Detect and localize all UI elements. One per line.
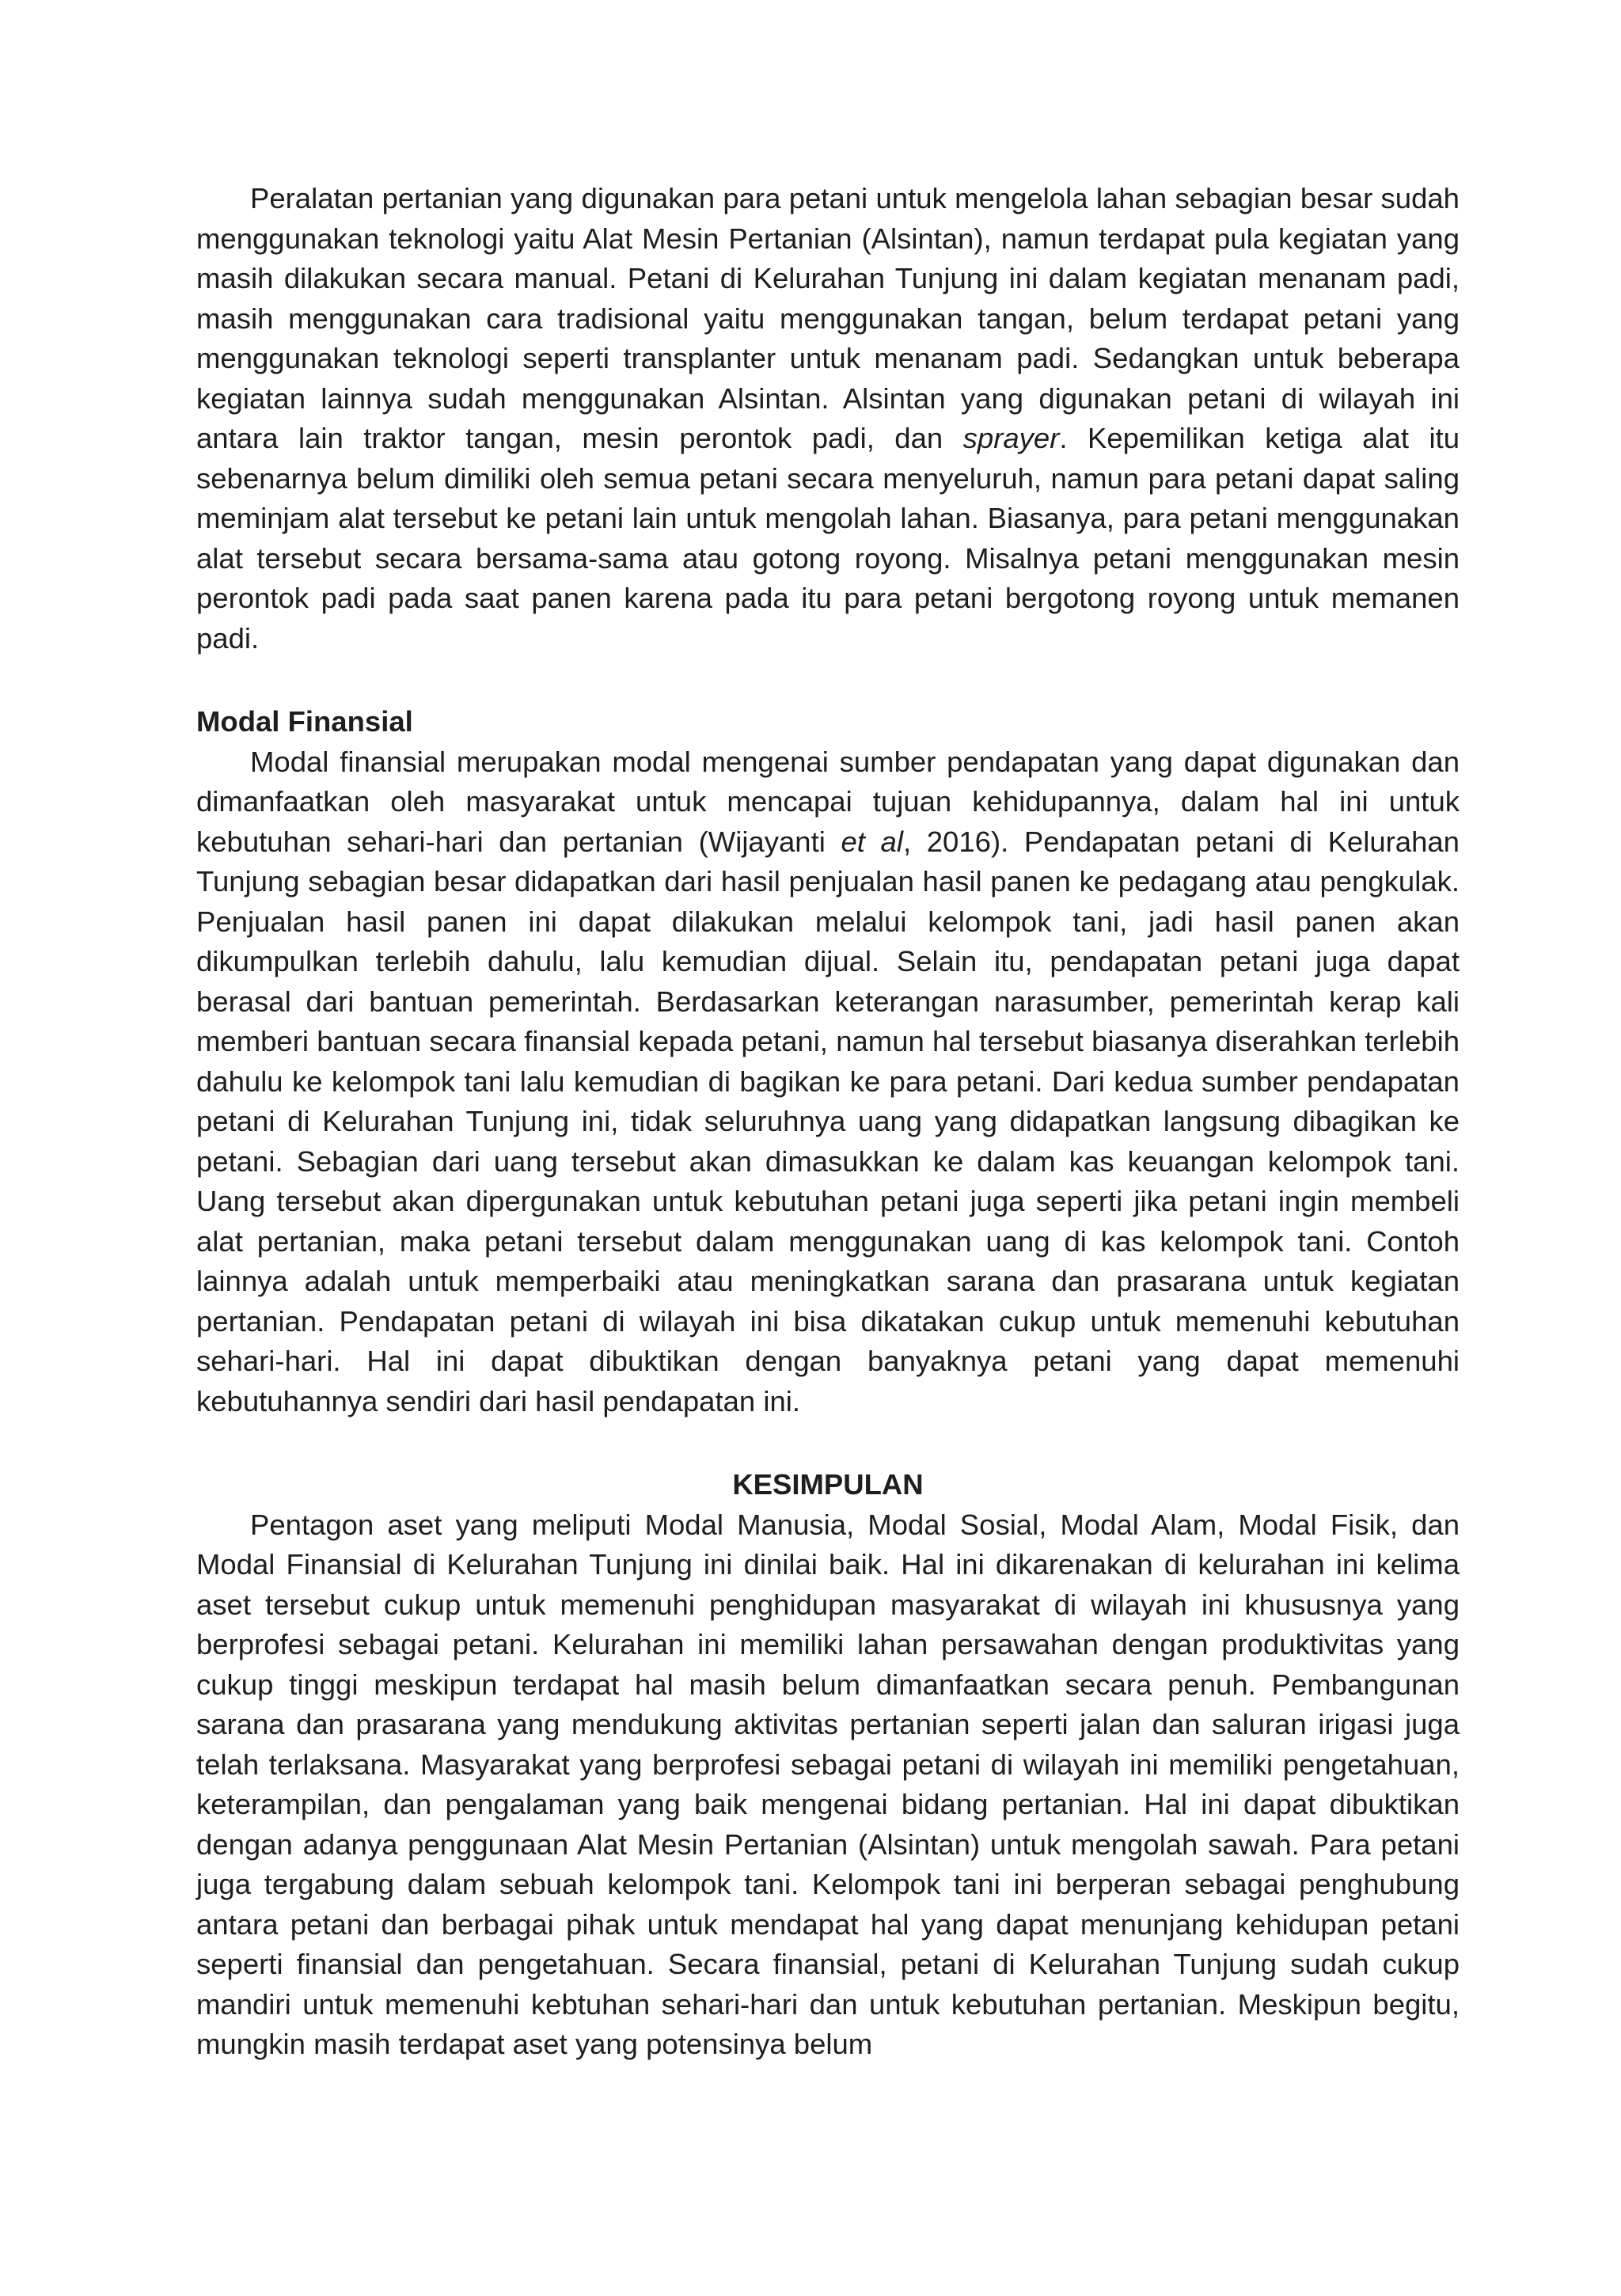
heading-kesimpulan: KESIMPULAN <box>732 1468 924 1501</box>
italic-term-et-al: et al <box>841 825 903 858</box>
document-body <box>196 179 1460 2065</box>
spacer <box>196 1421 1460 1465</box>
heading-modal-finansial: Modal Finansial <box>196 705 413 738</box>
italic-term-sprayer: sprayer <box>962 422 1060 454</box>
paragraph-alsintan-text: Peralatan pertanian yang digunakan para petani untuk mengelola lahan sebagian besar sudah menggunakan teknologi yaitu Alat Mesin Pertanian (Alsintan), namun terdapat pula kegiatan yang masih dilakukan secara manual. Petani di Kelurahan Tunjung ini dalam kegiatan menanam padi, masih menggunakan cara tradisional yaitu menggunakan tangan, belum terdapat petani yang menggunakan teknologi seperti transplanter untuk menanam padi. Sedangkan untuk beberapa kegiatan lainnya sudah menggunakan Alsintan. Alsintan yang digunakan petani di wilayah ini antara lain traktor tangan, mesin perontok padi, dan <box>196 182 1460 454</box>
paragraph-alsintan <box>196 179 1460 658</box>
paragraph-kesimpulan: Pentagon aset yang meliputi Modal Manusia, Modal Sosial, Modal Alam, Modal Fisik, dan Modal Finansial di Kelurahan Tunjung ini dinilai baik. Hal ini dikarenakan di kelurahan ini kelima aset tersebut cukup untuk memenuhi penghidupan masyarakat di wilayah ini khususnya yang berprofesi sebagai petani. Kelurahan ini memiliki lahan persawahan dengan produktivitas yang cukup tinggi meskipun terdapat hal masih belum dimanfaatkan secara penuh. Pembangunan sarana dan prasarana yang mendukung aktivitas pertanian seperti jalan dan saluran irigasi juga telah terlaksana. Masyarakat yang berprofesi sebagai petani di wilayah ini memiliki pengetahuan, keterampilan, dan pengalaman yang baik mengenai bidang pertanian. Hal ini dapat dibuktikan dengan adanya penggunaan Alat Mesin Pertanian (Alsintan) untuk mengolah sawah. Para petani juga tergabung dalam sebuah kelompok tani. Kelompok tani ini berperan sebagai penghubung antara petani dan berbagai pihak untuk mendapat hal yang dapat menunjang kehidupan petani seperti finansial dan pengetahuan. Secara finansial, petani di Kelurahan Tunjung sudah cukup mandiri untuk memenuhi kebtuhan sehari-hari dan untuk kebutuhan pertanian. Meskipun begitu, mungkin masih terdapat aset yang potensinya belum <box>196 1508 1460 2060</box>
paragraph-modal-finansial-text-rest: , 2016). Pendapatan petani di Kelurahan Tunjung sebagian besar didapatkan dari hasil penjualan hasil panen ke pedagang atau pengkulak. Penjualan hasil panen ini dapat dilakukan melalui kelompok tani, jadi hasil panen akan dikumpulkan terlebih dahulu, lalu kemudian dijual. Selain itu, pendapatan petani juga dapat berasal dari bantuan pemerintah. Berdasarkan keterangan narasumber, pemerintah kerap kali memberi bantuan secara finansial kepada petani, namun hal tersebut biasanya diserahkan terlebih dahulu ke kelompok tani lalu kemudian di bagikan ke para petani. Dari kedua sumber pendapatan petani di Kelurahan Tunjung ini, tidak seluruhnya uang yang didapatkan langsung dibagikan ke petani. Sebagian dari uang tersebut akan dimasukkan ke dalam kas keuangan kelompok tani. Uang tersebut akan dipergunakan untuk kebutuhan petani juga seperti jika petani ingin membeli alat pertanian, maka petani tersebut dalam menggunakan uang di kas kelompok tani. Contoh lainnya adalah untuk memperbaiki atau meningkatkan sarana dan prasarana untuk kegiatan pertanian. Pendapatan petani di wilayah ini bisa dikatakan cukup untuk memenuhi kebutuhan sehari-hari. Hal ini dapat dibuktikan dengan banyaknya petani yang dapat memenuhi kebutuhannya sendiri dari hasil pendapatan ini. <box>196 825 1460 1417</box>
spacer <box>196 658 1460 702</box>
paragraph-alsintan-text-rest: . Kepemilikan ketiga alat itu sebenarnya belum dimiliki oleh semua petani secara menyeluruh, namun para petani dapat saling meminjam alat tersebut ke petani lain untuk mengolah lahan. Biasanya, para petani menggunakan alat tersebut secara bersama-sama atau gotong royong. Misalnya petani menggunakan mesin perontok padi pada saat panen karena pada itu para petani bergotong royong untuk memanen padi. <box>196 422 1460 655</box>
paragraph-modal-finansial-text: Modal finansial merupakan modal mengenai sumber pendapatan yang dapat digunakan dan dimanfaatkan oleh masyarakat untuk mencapai tujuan kehidupannya, dalam hal ini untuk kebutuhan sehari-hari dan pertanian (Wijayanti <box>196 745 1460 858</box>
paragraph-modal-finansial <box>196 742 1460 1422</box>
